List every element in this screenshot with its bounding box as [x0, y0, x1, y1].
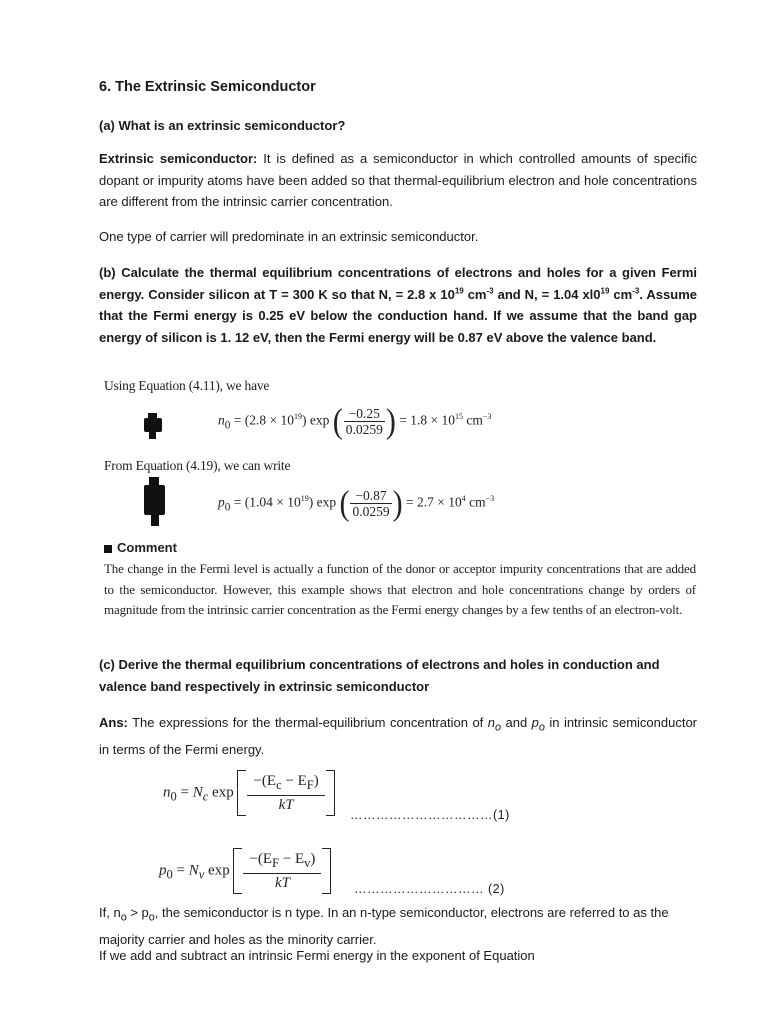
- eq2-unit-exp: −3: [485, 494, 495, 504]
- eq1-denominator: 0.0259: [345, 422, 383, 437]
- eq2-exp-word: ) exp: [308, 494, 337, 510]
- question-b-text-2: cm: [463, 286, 487, 302]
- excerpt-line-2: From Equation (4.19), we can write: [104, 458, 291, 473]
- question-b-text-5: . Assume that the Fermi energy is 0.25 eV below the conduction hand. If we assume that the band gap energy of silicon is 1. 12 eV, then the Fermi energy will be 0.87 eV above the valence band.: [99, 286, 698, 345]
- eqn1-lhs: n: [163, 784, 171, 801]
- eq1-numerator: −0.25: [344, 406, 385, 422]
- eq2-lhs: p: [218, 494, 225, 510]
- question-b-exp-3: 19: [600, 286, 610, 296]
- eqn1-num-sub1: c: [276, 777, 282, 792]
- closing-sub-1: o: [120, 911, 127, 924]
- eq1-coef-exp: 19: [293, 412, 302, 422]
- eqn2-num-mid: − E: [279, 850, 305, 867]
- eqn2-exp: exp: [204, 862, 230, 879]
- eqn2-num-sub2: v: [304, 855, 311, 870]
- eq2-fraction: [350, 488, 391, 519]
- closing-last-line: If we add and subtract an intrinsic Fermi energy in the exponent of Equation: [99, 948, 535, 963]
- question-a: (a) What is an extrinsic semiconductor?: [99, 118, 346, 133]
- equation-1: [163, 770, 335, 816]
- eqn2-lhs: p: [159, 862, 167, 879]
- eqn1-denominator: kT: [278, 796, 294, 813]
- eqn2-lhs-sub: 0: [166, 867, 173, 882]
- eqn1-left-bracket: [237, 770, 246, 816]
- eq1-close-paren: ): [385, 401, 396, 440]
- eq1-lhs: n: [218, 412, 225, 428]
- equation-1-label: ……………………………(1): [350, 808, 510, 822]
- answer-paragraph: [99, 712, 697, 761]
- answer-n-sub: o: [495, 721, 502, 734]
- eq1-lhs-sub: 0: [224, 419, 231, 432]
- closing-paragraph: [99, 902, 697, 951]
- answer-n: n: [487, 715, 495, 730]
- question-b-text-1: (b) Calculate the thermal equilibrium concentrations of electrons and holes for a given Fermi energy. Consider silicon at T = 300 K so that N, = 2.8 x 10: [99, 265, 697, 302]
- answer-p-sub: o: [538, 721, 545, 734]
- definition-paragraph: [99, 148, 697, 213]
- eqn1-equals: =: [176, 784, 193, 801]
- question-b-exp-2: -3: [486, 286, 494, 296]
- eqn1-num-sub2: F: [306, 777, 314, 792]
- definition-label: Extrinsic semiconductor:: [99, 151, 258, 166]
- eq2-lhs-sub: 0: [224, 501, 231, 514]
- predominate-note: One type of carrier will predominate in an extrinsic semiconductor.: [99, 229, 479, 244]
- eq1-unit-exp: −3: [482, 412, 492, 422]
- eqn2-num-end: ): [310, 850, 316, 867]
- question-c: (c) Derive the thermal equilibrium concentrations of electrons and holes in conduction and valence band respectively in extrinsic semiconductor: [99, 657, 660, 694]
- question-b-exp-4: -3: [632, 286, 640, 296]
- closing-sub-2: o: [148, 911, 155, 924]
- eq1-coef: = (2.8 × 10: [230, 412, 294, 428]
- eq2-numerator: −0.87: [350, 488, 391, 504]
- eqn1-numerator: [247, 772, 324, 796]
- answer-p: p: [531, 715, 539, 730]
- eq1-result-exp: 15: [454, 412, 463, 422]
- closing-text-2: > p: [126, 905, 149, 920]
- textbook-excerpt: [104, 378, 704, 640]
- question-b-text-4: cm: [609, 286, 633, 302]
- eq2-denominator: 0.0259: [352, 504, 390, 519]
- eqn1-num-a: −(E: [253, 772, 277, 789]
- eqn1-right-bracket: [326, 770, 335, 816]
- excerpt-equation-n0: [218, 401, 492, 440]
- eqn2-N-sub: v: [198, 867, 205, 882]
- eqn1-N-sub: c: [202, 789, 209, 804]
- eq1-open-paren: (: [332, 401, 343, 440]
- eqn2-left-bracket: [233, 848, 242, 894]
- comment-title: Comment: [117, 540, 177, 555]
- eqn2-right-bracket: [322, 848, 331, 894]
- question-b-exp-1: 19: [454, 286, 464, 296]
- closing-text-1: If, n: [99, 905, 121, 920]
- eqn2-num-sub1: F: [272, 855, 280, 870]
- eq2-result: = 2.7 × 10: [402, 494, 462, 510]
- eqn1-num-mid: − E: [281, 772, 307, 789]
- question-b: [99, 262, 697, 348]
- equation-2: [159, 848, 331, 894]
- eqn2-num-a: −(E: [249, 850, 273, 867]
- question-b-text-3: and N, = 1.04 xl0: [493, 286, 601, 302]
- eqn2-N: N: [188, 862, 199, 879]
- eq1-unit: cm: [462, 412, 483, 428]
- eqn2-fraction: [243, 850, 321, 893]
- answer-label: Ans:: [99, 715, 128, 730]
- eqn1-lhs-sub: 0: [170, 789, 177, 804]
- eqn1-fraction: [247, 772, 324, 815]
- eq2-close-paren: ): [392, 483, 403, 522]
- equation-2-label: ………………………… (2): [354, 882, 505, 896]
- comment-paragraph: The change in the Fermi level is actually a function of the donor or acceptor impurity concentrations that are added to the semiconductor. However, this example shows that electron and hole concentrations change by orders of magnitude from the intrinsic carrier concentration as the Fermi energy changes by a few tenths of an electron-volt.: [104, 561, 696, 617]
- equation-marker-icon: [142, 411, 166, 441]
- equation-marker-icon-2: [140, 476, 170, 528]
- square-bullet-icon: [104, 545, 112, 553]
- eq2-result-exp: 4: [461, 494, 466, 504]
- eqn2-numerator: [243, 850, 321, 874]
- eq1-fraction: [344, 406, 385, 437]
- excerpt-line-1: Using Equation (4.11), we have: [104, 378, 270, 393]
- eq2-unit: cm: [465, 494, 486, 510]
- closing-text-3: , the semiconductor is n type. In an n-type semiconductor, electrons are referred to as the majority carrier and holes as the minority carrier.: [99, 905, 669, 948]
- eqn1-num-end: ): [313, 772, 319, 789]
- eq2-open-paren: (: [339, 483, 350, 522]
- answer-text-2: in intrinsic semiconductor in terms of the Fermi energy.: [99, 715, 697, 758]
- eqn2-denominator: kT: [274, 874, 290, 891]
- eqn1-N: N: [192, 784, 203, 801]
- answer-and: and: [501, 715, 532, 730]
- eq1-result: = 1.8 × 10: [395, 412, 455, 428]
- definition-text: It is defined as a semiconductor in which controlled amounts of specific dopant or impurity atoms have been added so that thermal-equilibrium electron and hole concentrations are different from the intrinsic carrier concentration.: [99, 151, 697, 209]
- section-heading: 6. The Extrinsic Semiconductor: [99, 79, 316, 95]
- eq1-exp-word: ) exp: [301, 412, 330, 428]
- comment-heading: [104, 540, 177, 555]
- excerpt-equation-p0: [218, 483, 495, 522]
- eq2-coef-exp: 19: [300, 494, 309, 504]
- eqn1-exp: exp: [208, 784, 234, 801]
- eqn2-equals: =: [172, 862, 189, 879]
- answer-text-1: The expressions for the thermal-equilibrium concentration of: [127, 715, 488, 730]
- eq2-coef: = (1.04 × 10: [230, 494, 301, 510]
